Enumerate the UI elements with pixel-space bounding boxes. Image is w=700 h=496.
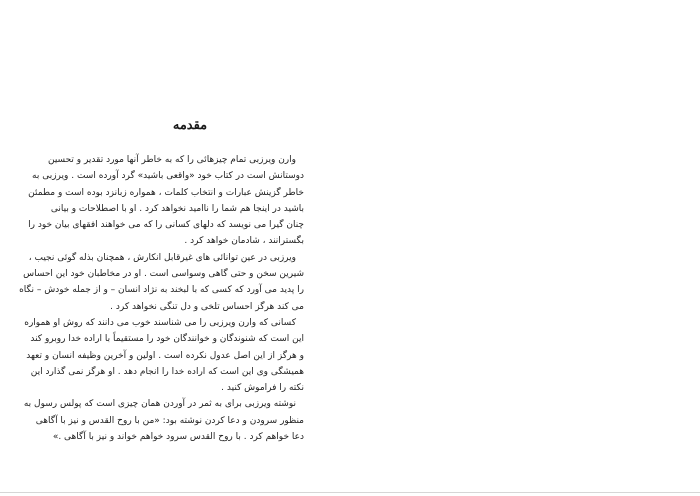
page-bottom-divider [0,492,700,493]
paragraph-3 [24,315,304,396]
text-line: و هرگز از این اصل عدول نکرده است . اولین و آخرین وظیفه انسان و تعهد [26,350,304,361]
text-line: خاطر گزینش عبارات و انتخاب کلمات ، همواره زبانزد بوده است و مطمئن [28,187,304,198]
text-line: وارن ویرزبی تمام چیزهائی را که به خاطر آنها مورد تقدیر و تحسین [47,155,296,165]
text-line: بگسترانند ، شادمان خواهد کرد . [184,236,304,247]
text-line: چنان گیرا می نویسد که دلهای کسانی را که می خواهند افقهای بیان خود را [28,220,304,231]
text-line: می کند هرگز احساس تلخی و دل تنگی نخواهد کرد . [110,301,304,312]
text-line: را پدید می آورد که کسی که با لبخند به نژاد انسان – و از جمله خودش – نگاه [19,285,304,296]
paragraph-4 [23,396,304,445]
body-text [19,152,304,445]
text-line: دوستانش است در کتاب خود «واقعی باشید» گرد آورده است . ویرزبی به [32,171,304,182]
text-line: باشید در اینجا هم شما را ناامید نخواهد کرد . او با اصطلاحات و بیانی [50,203,304,214]
paragraph-2 [19,250,304,315]
text-line: نوشته ویرزبی برای به ثمر در آوردن همان چیزی است که پولس رسول به [23,399,296,410]
text-line: نکته را فراموش کنید . [221,383,304,394]
text-line: منظور سرودن و دعا کردن نوشته بود: «من با روح القدس و نیز با آگاهی [35,415,304,426]
text-line: کسانی که وارن ویرزبی را می شناسند خوب می دانند که روش او همواره [24,317,296,328]
page-title: مقدمه [172,118,208,133]
paragraph-1 [28,152,304,250]
text-line: دعا خواهم کرد . با روح القدس سرود خواهم خواند و نیز با آگاهی .» [52,432,304,443]
text-line: این است که شنوندگان و خوانندگان خود را مستقیماً با اراده خدا روبرو کند [30,334,304,345]
text-line: همیشگی وی این است که اراده خدا را انجام دهد . او هرگز نمی گذارد این [30,366,304,377]
text-line: شیرین سخن و حتی گاهی وسواسی است . او در مخاطبان خود این احساس [23,269,304,280]
text-line: ویرزبی در عین توانائی های غیرقابل انکارش ، همچنان بذله گوئی نجیب ، [28,252,296,263]
